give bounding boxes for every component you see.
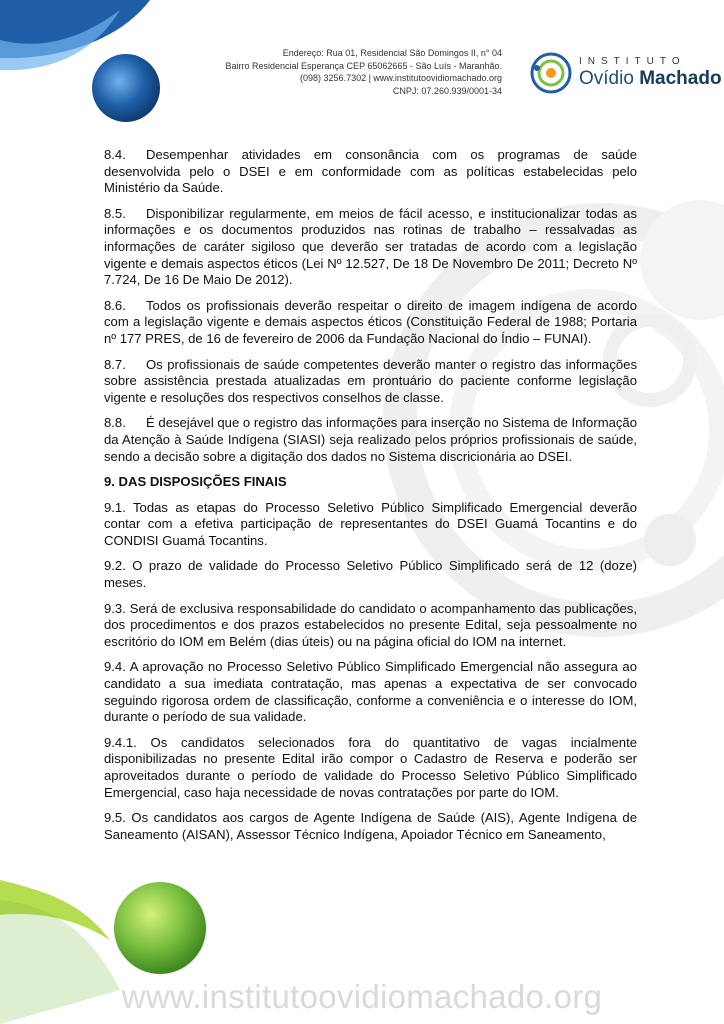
logo-instituto-text: INSTITUTO bbox=[579, 56, 686, 67]
logo-emblem-icon bbox=[527, 50, 577, 96]
header-cnpj-line: CNPJ: 07.260.939/0001-34 bbox=[392, 85, 502, 96]
document-body bbox=[104, 147, 637, 852]
paragraph-9-4: 9.4. A aprovação no Processo Seletivo Público Simplificado Emergencial não assegura ao candidato a sua imediata contratação, mas apenas a expectativa de ser convocado seguindo rigorosa ordem de classificação, conforme a conveniência e o interesse do IOM, durante o período de sua validade. bbox=[104, 659, 637, 725]
item-text: É desejável que o registro das informações para inserção no Sistema de Informação da Atenção à Saúde Indígena (SIASI) seja realizado pelos próprios profissionais de saúde, sendo a decisão sobre a digitação dos dados no Sistema discricionária ao DSEI. bbox=[104, 415, 637, 464]
header-address-block bbox=[150, 47, 502, 97]
item-text: Os profissionais de saúde competentes deverão manter o registro das informações sobre assistência prestada atualizadas em prontuário do paciente conforme legislação vigente e resoluções dos respectivos conselhos de classe. bbox=[104, 356, 637, 405]
item-number: 8.4. bbox=[104, 147, 126, 162]
paragraph-9-1: 9.1. Todas as etapas do Processo Seletivo Público Simplificado Emergencial deverão contar com a efetiva participação de representantes do DSEI Guamá Tocantins e do CONDISI Guamá Tocantins. bbox=[104, 499, 637, 548]
item-text: Disponibilizar regularmente, em meios de fácil acesso, e institucionalizar todas as informações e os documentos produzidos nas rotinas de trabalho – ressalvadas as informações de caráter sigiloso que deverão ser tratadas de acordo com a legislação vigente e demais aspectos éticos (Lei Nº 12.527, De 18 De Novembro De 2011; Decreto Nº 7.724, De 16 De Maio De 2012). bbox=[104, 205, 637, 288]
paragraph-9-2: 9.2. O prazo de validade do Processo Seletivo Público Simplificado será de 12 (doze) meses. bbox=[104, 558, 637, 591]
logo-name-light: Ovídio bbox=[579, 68, 634, 89]
section-title: 9. DAS DISPOSIÇÕES FINAIS bbox=[104, 474, 287, 490]
logo-name-text bbox=[579, 68, 722, 90]
item-number: 8.7. bbox=[104, 356, 126, 372]
header-address-line: Endereço: Rua 01, Residencial São Domingos II, n° 04 bbox=[282, 48, 502, 58]
item-text: Todos os profissionais deverão respeitar o direito de imagem indígena de acordo com a legislação vigente e demais aspectos éticos (Constituição Federal de 1988; Portaria nº 177 PRES, de 16 de fevereiro de 2006 da Fundação Nacional do Índio – FUNAI). bbox=[104, 297, 637, 346]
footer-url-watermark: www.institutoovidiomachado.org bbox=[121, 978, 603, 1015]
paragraph-8-6 bbox=[104, 298, 637, 348]
item-number: 8.5. bbox=[104, 205, 126, 221]
item-number: 8.8. bbox=[104, 415, 126, 431]
logo-name-bold: Machado bbox=[639, 68, 722, 89]
paragraph-9-5: 9.5. Os candidatos aos cargos de Agente Indígena de Saúde (AIS), Agente Indígena de Saneamento (AISAN), Assessor Técnico Indígena, Apoiador Técnico em Saneamento, bbox=[104, 810, 637, 842]
header-phone-line: (098) 3256.7302 | www.institutoovidiomachado.org bbox=[300, 73, 502, 83]
paragraph-8-7 bbox=[104, 357, 637, 407]
item-text: Desempenhar atividades em consonância com os programas de saúde desenvolvida pelo o DSEI e em conformidade com as políticas estabelecidas pelo Ministério da Saúde. bbox=[104, 147, 637, 196]
paragraph-9-4-1: 9.4.1. Os candidatos selecionados fora do quantitativo de vagas incialmente disponibilizadas no presente Edital irão compor o Cadastro de Reserva e poderão ser aproveitados durante o período de validade do Processo Seletivo Público Simplificado Emergencial, caso haja necessidade de novas contratações por parte do IOM. bbox=[104, 734, 637, 800]
item-number: 8.6. bbox=[104, 297, 126, 313]
institute-logo bbox=[527, 50, 722, 96]
paragraph-9-3: 9.3. Será de exclusiva responsabilidade do candidato o acompanhamento das publicações, dos procedimentos e dos prazos estabelecidos no presente Edital, seja pessoalmente no escritório do IOM em Belém (dias úteis) ou na página oficial do IOM na internet. bbox=[104, 600, 637, 649]
header-address-line: Bairro Residencial Esperança CEP 65062665 - São Luís - Maranhão. bbox=[225, 60, 502, 71]
paragraph-8-5 bbox=[104, 206, 637, 289]
paragraph-8-8 bbox=[104, 415, 637, 465]
paragraph-8-4 bbox=[104, 147, 637, 197]
